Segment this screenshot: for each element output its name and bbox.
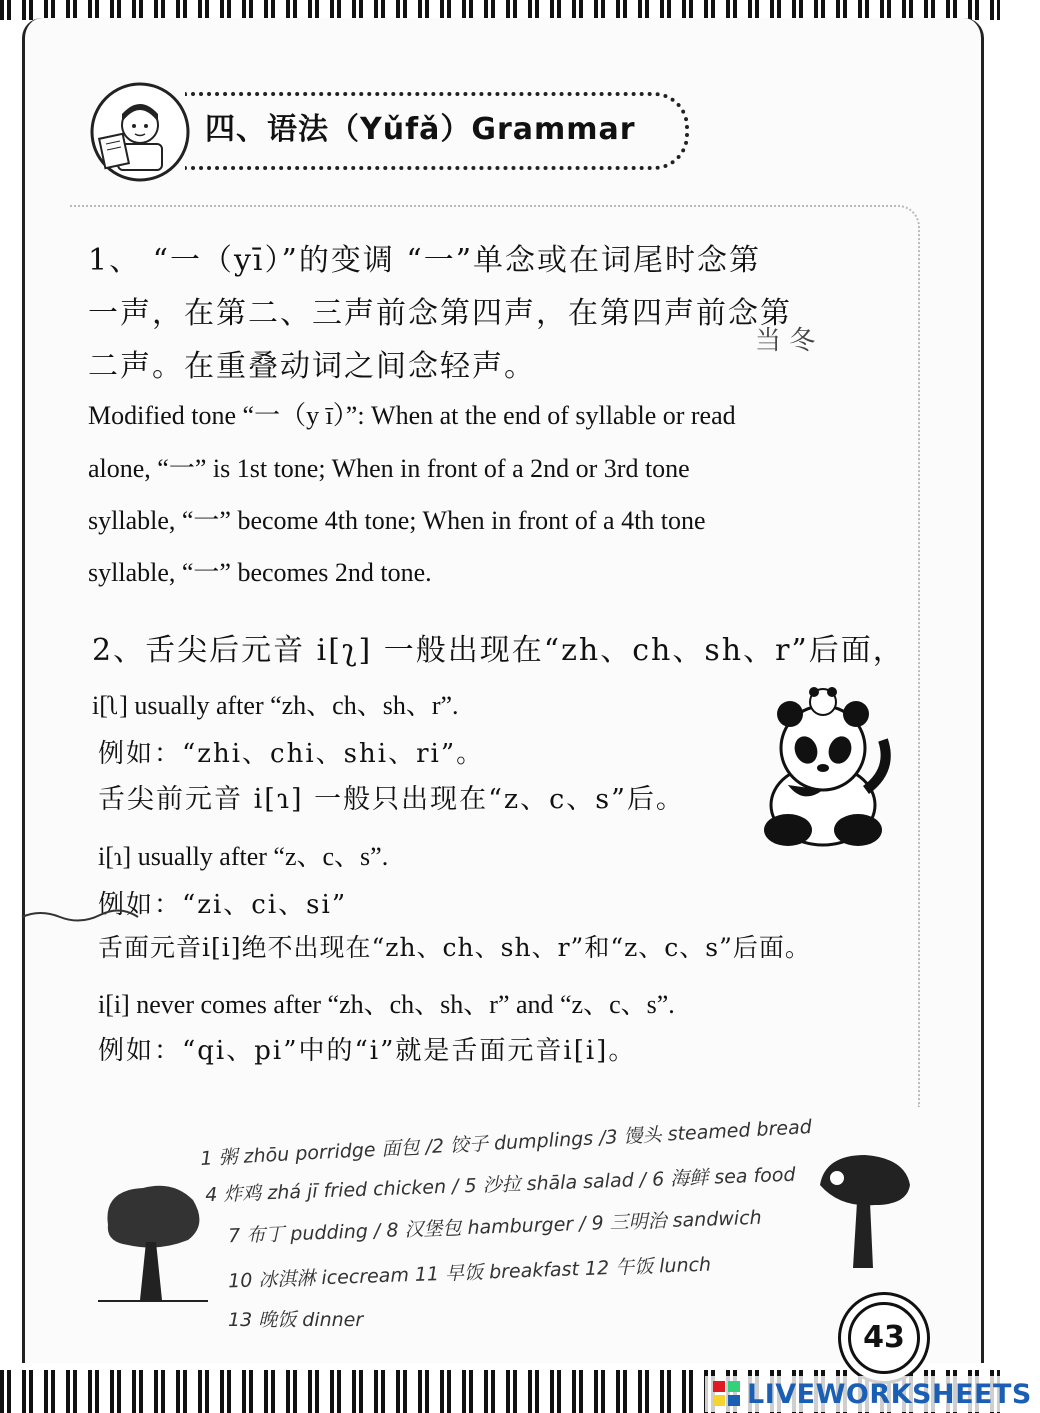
section2-line-5: i[ɿ] usually after “z、c、s”. — [98, 842, 389, 871]
pencil-scribble — [20, 905, 140, 925]
page-title: 四、语法（Yǔfǎ）Grammar — [205, 112, 636, 147]
section2-line-6: 例如：“zi、ci、si” — [98, 890, 348, 920]
student-avatar-icon — [88, 80, 193, 185]
tree-right-icon — [815, 1150, 915, 1275]
section2-line-7: 舌面元音i[i]绝不出现在“zh、ch、sh、r”和“z、c、s”后面。 — [98, 933, 811, 962]
section2-line-9: 例如：“qi、pi”中的“i”就是舌面元音i[i]。 — [98, 1036, 637, 1066]
section1-en-line-4: syllable, “一” becomes 2nd tone. — [88, 558, 432, 587]
section1-cn-line-3: 二声。在重叠动词之间念轻声。 — [88, 349, 536, 384]
liveworksheets-logo — [705, 1376, 1040, 1412]
section2-line-1: 2、舌尖后元音 i[ʅ] 一般出现在“zh、ch、sh、r”后面， — [92, 633, 905, 668]
top-border-stripe — [0, 0, 1000, 20]
vocab-line-2: 4 炸鸡 zhá jī fried chicken / 5 沙拉 shāla salad / 6 海鲜 sea food — [204, 1163, 796, 1207]
vocab-line-4: 10 冰淇淋 icecream 11 早饭 breakfast 12 午饭 lunch — [227, 1253, 712, 1293]
section2-line-4: 舌尖前元音 i[ɿ] 一般只出现在“z、c、s”后。 — [98, 784, 685, 815]
section2-line-8: i[i] never comes after “zh、ch、sh、r” and “z、c、s”. — [98, 990, 675, 1019]
panda-illustration-icon — [748, 680, 898, 850]
section2-line-3: 例如：“zhi、chi、shi、ri”。 — [98, 739, 485, 769]
section1-en-line-2: alone, “一” is 1st tone; When in front of a 2nd or 3rd tone — [88, 454, 690, 483]
vocab-line-5: 13 晚饭 dinner — [228, 1309, 364, 1331]
tree-left-icon — [98, 1180, 208, 1305]
section1-en-line-1: Modified tone “一（y ī）”: When at the end of syllable or read — [88, 401, 736, 430]
liveworksheets-logo-icon — [713, 1381, 741, 1407]
section1-cn-line-1: 1、 “一（yī）”的变调 “一”单念或在词尾时念第 — [88, 243, 762, 278]
handwritten-note: 当 冬 — [755, 326, 816, 356]
section1-cn-line-2: 一声，在第二、三声前念第四声，在第四声前念第 — [88, 296, 792, 331]
vocab-line-1: 1 粥 zhōu porridge 面包 /2 饺子 dumplings /3 馒头 steamed bread — [199, 1115, 813, 1170]
watermark-text: LIVEWORKSHEETS — [747, 1378, 1032, 1410]
section1-en-line-3: syllable, “一” become 4th tone; When in front of a 4th tone — [88, 506, 706, 535]
page-number: 43 — [848, 1302, 920, 1374]
vocab-line-3: 7 布丁 pudding / 8 汉堡包 hamburger / 9 三明治 sandwich — [227, 1206, 762, 1248]
section2-line-2: i[ʅ] usually after “zh、ch、sh、r”. — [92, 691, 459, 720]
